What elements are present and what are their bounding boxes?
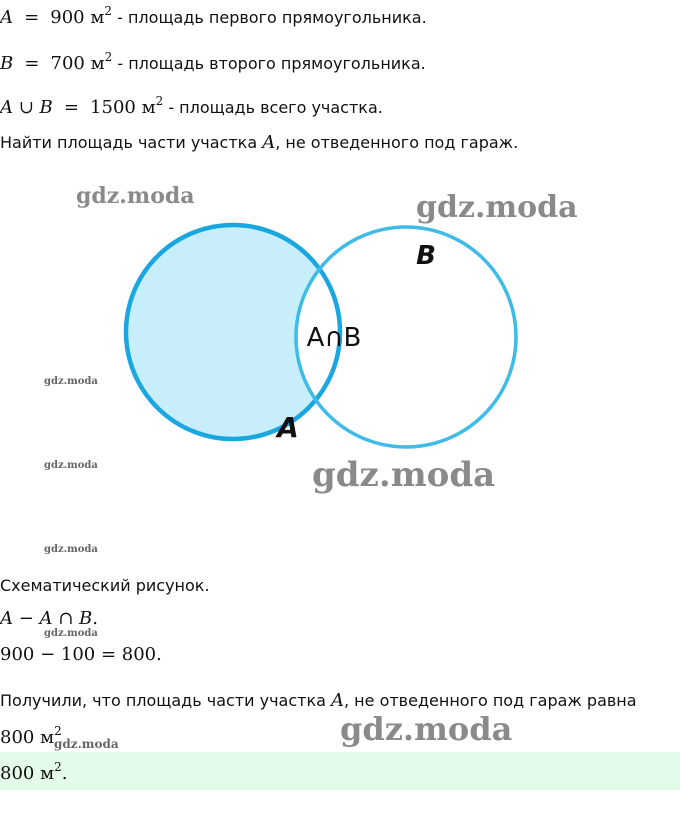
task-post: , не отведенного под гараж. [275, 133, 519, 152]
watermark: gdz.moda [416, 190, 578, 225]
watermark: gdz.moda [76, 183, 195, 209]
area-a-exponent: 2 [104, 4, 113, 18]
label-intersection: A∩B [306, 323, 362, 353]
watermark: gdz.moda [44, 628, 98, 639]
result-var: A [331, 690, 344, 711]
watermark: gdz.moda [312, 455, 496, 495]
var-b: B [0, 53, 14, 74]
area-union-description: - площадь всего участка. [168, 98, 383, 117]
task-pre: Найти площадь части участка [0, 133, 263, 152]
equals-sign: = [24, 53, 40, 74]
watermark: gdz.moda [44, 376, 98, 387]
solution-expression: A − A ∩ B. [0, 608, 98, 629]
area-union-exponent: 2 [155, 94, 164, 108]
result-post: , не отведенного под гараж равна [344, 691, 637, 710]
label-b: B [416, 241, 436, 271]
area-union-value: 1500 м [90, 97, 156, 118]
watermark: gdz.moda [54, 737, 119, 751]
result-text-line [0, 690, 637, 711]
answer-period: . [61, 763, 68, 784]
result-value-line [0, 724, 62, 748]
area-b-description: - площадь второго прямоугольника. [117, 54, 426, 73]
watermark: gdz.moda [44, 544, 98, 555]
area-b-value: 700 м [50, 53, 105, 74]
result-pre: Получили, что площадь части участка [0, 691, 331, 710]
area-a-description: - площадь первого прямоугольника. [117, 8, 427, 27]
var-a: A [0, 7, 13, 28]
result-exponent: 2 [54, 724, 62, 738]
area-b-exponent: 2 [104, 50, 113, 64]
answer-highlight [0, 752, 680, 790]
area-a-value: 900 м [50, 7, 105, 28]
watermark: gdz.moda [340, 710, 513, 748]
watermark: gdz.moda [44, 460, 98, 471]
answer-line [0, 760, 67, 784]
solution-calculation: 900 − 100 = 800. [0, 644, 162, 665]
equals-sign: = [24, 7, 40, 28]
task-var: A [262, 132, 276, 153]
equals-sign: = [63, 97, 79, 118]
answer-value: 800 м [0, 763, 55, 784]
var-union: A ∪ B [0, 97, 53, 118]
figure-caption: Схематический рисунок. [0, 576, 210, 595]
answer-exponent: 2 [54, 760, 62, 774]
result-value: 800 м [0, 727, 55, 748]
label-a: A [277, 411, 299, 444]
